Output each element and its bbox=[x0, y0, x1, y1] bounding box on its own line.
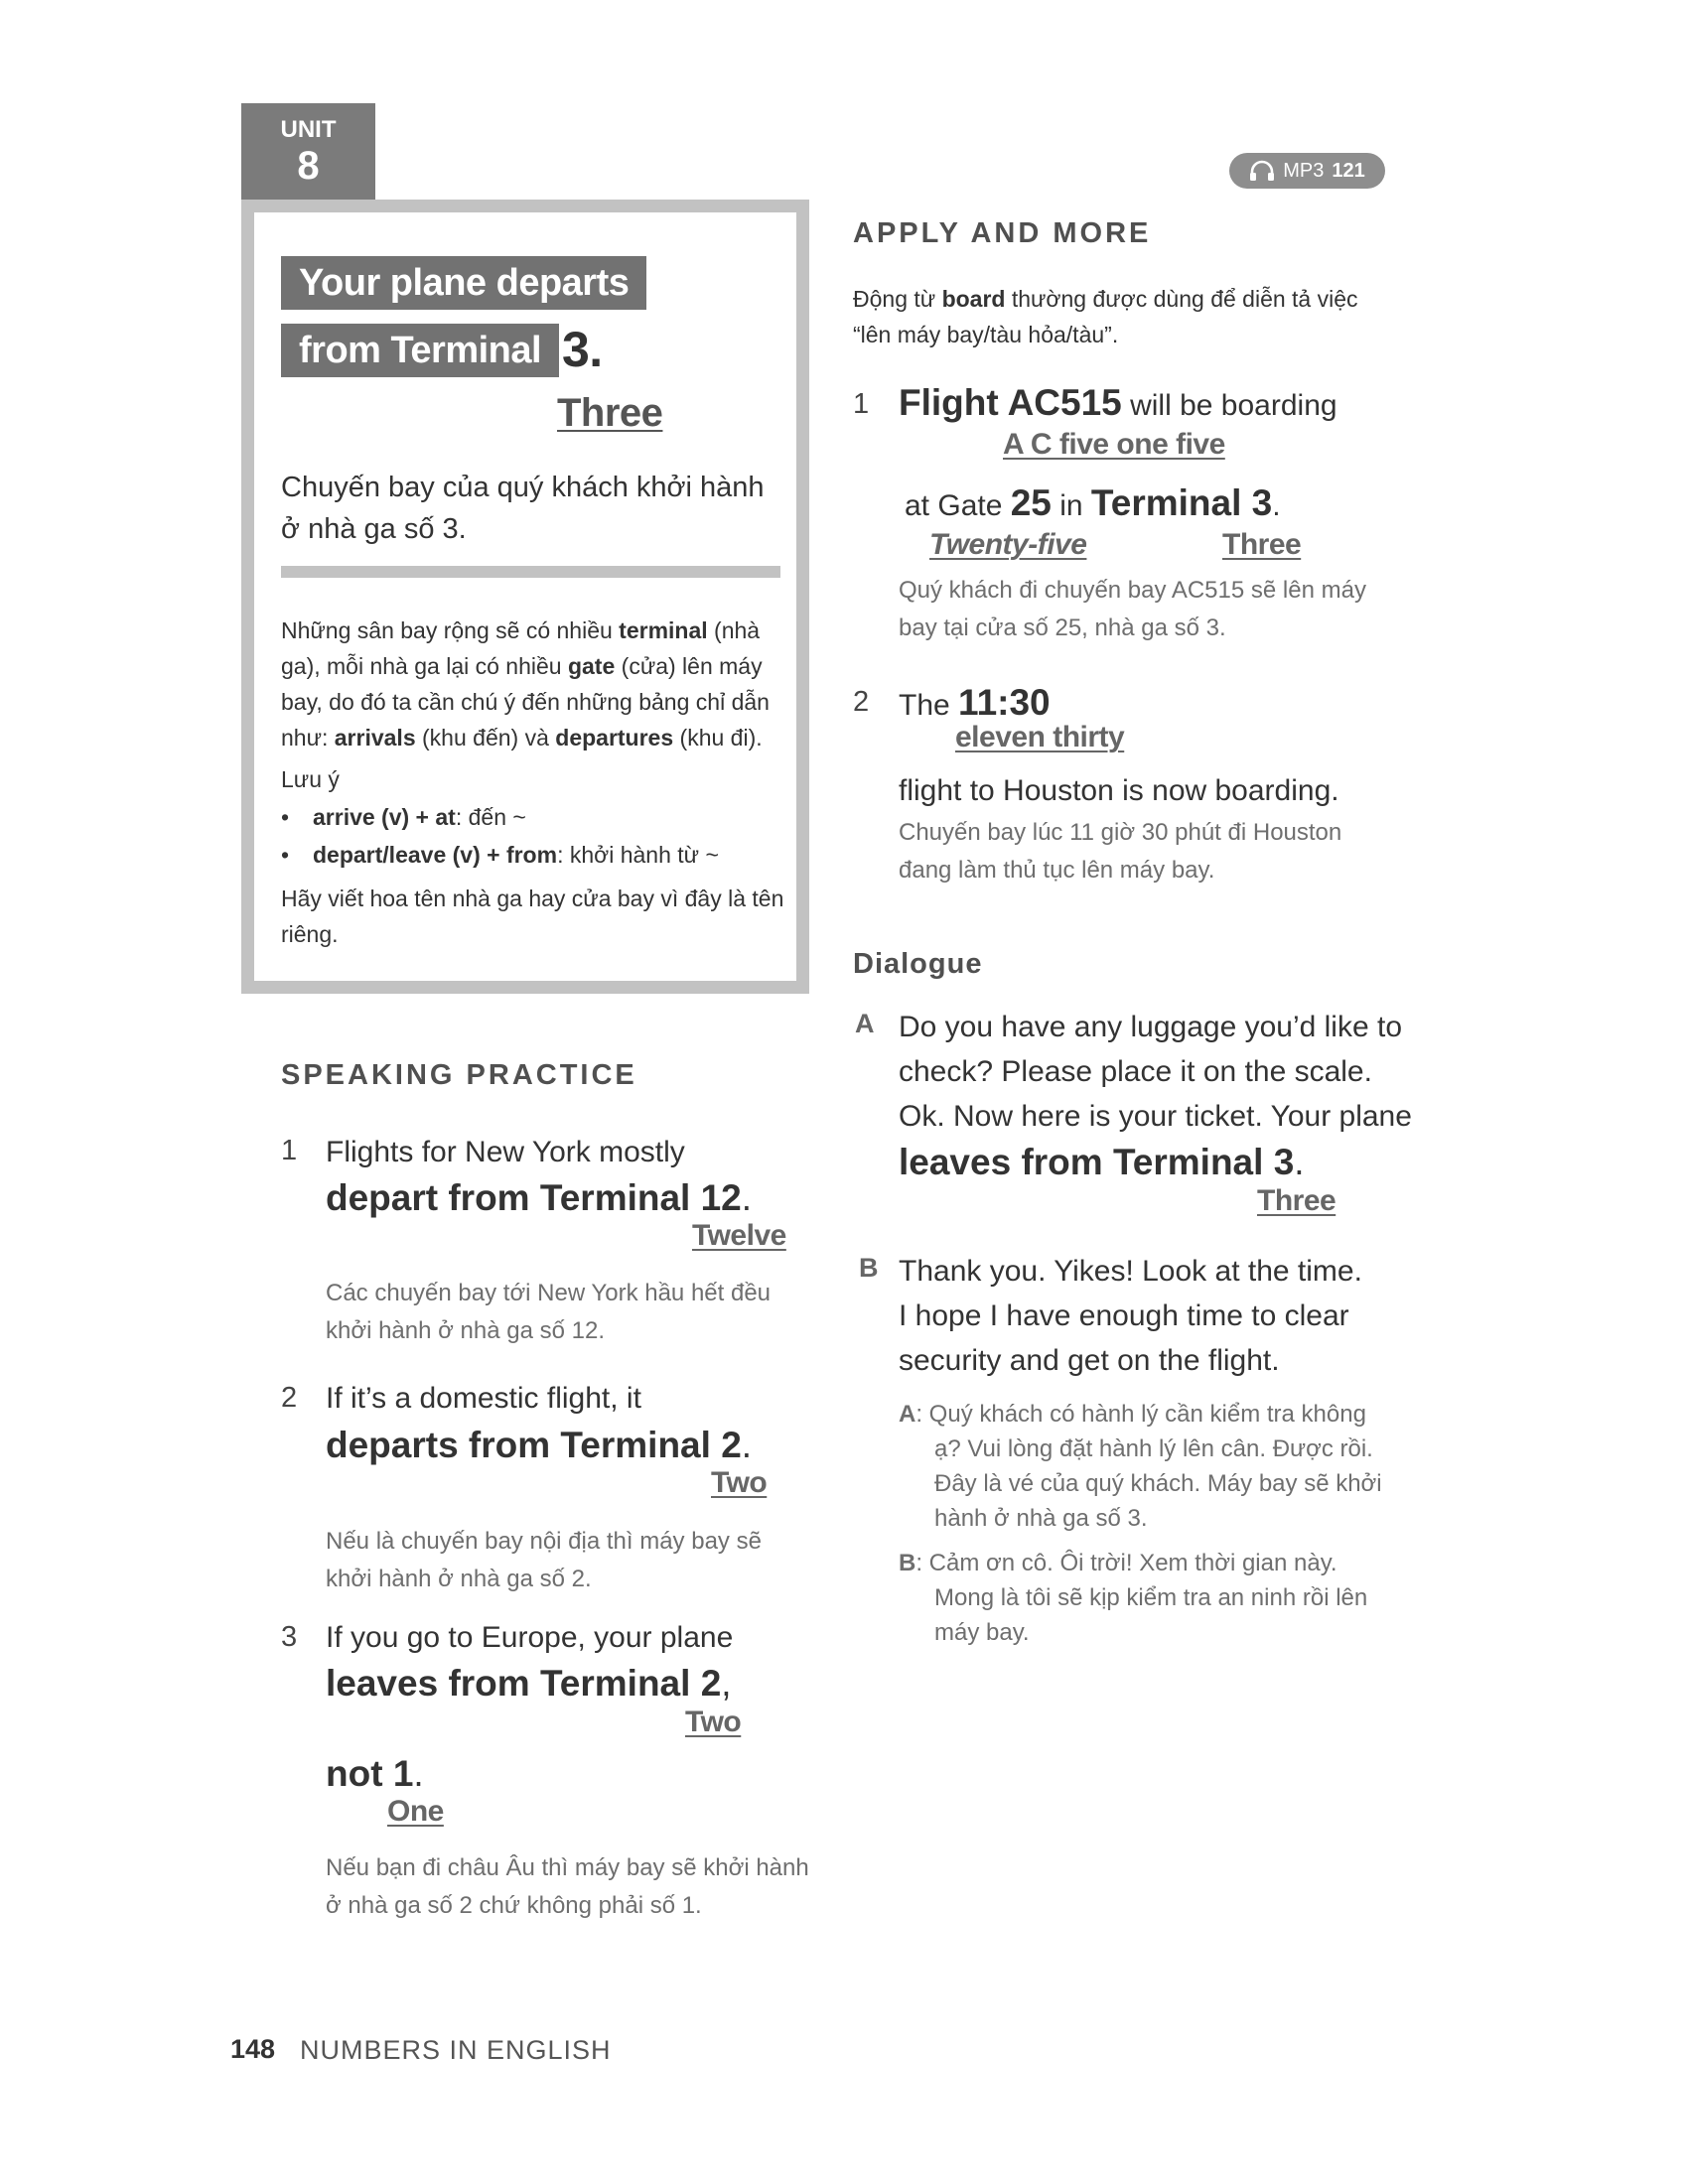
speaking-item-2-reading: Two bbox=[711, 1466, 768, 1499]
apply-item-1-number: 1 bbox=[853, 388, 870, 420]
apply-item-2-line1: The 11:30 bbox=[899, 682, 1051, 723]
headline-line1: Your plane departs bbox=[281, 256, 646, 310]
headline-number: 3. bbox=[562, 322, 603, 377]
key-expression-box bbox=[241, 200, 809, 994]
dialogue-a-bold: leaves from Terminal 3. bbox=[899, 1142, 1305, 1182]
speaking-item-3-number: 3 bbox=[281, 1621, 298, 1653]
speaking-item-3-reading: Two bbox=[685, 1706, 742, 1738]
speaking-item-3-translation: Nếu bạn đi châu Âu thì máy bay sẽ khởi hành ở nhà ga số 2 chứ không phải số 1. bbox=[326, 1854, 809, 1919]
note-bullet-1: • arrive (v) + at: đến ~ bbox=[281, 804, 526, 830]
speaking-practice-heading: SPEAKING PRACTICE bbox=[281, 1059, 637, 1091]
mp3-track-badge[interactable] bbox=[1229, 153, 1385, 189]
headline-reading: Three bbox=[557, 391, 663, 435]
apply-item-2-line2: flight to Houston is now boarding. bbox=[899, 774, 1339, 807]
apply-item-1-line2: at Gate 25 in Terminal 3. bbox=[905, 482, 1281, 523]
apply-item-2-reading: eleven thirty bbox=[955, 721, 1125, 753]
speaking-item-3-line3: not 1. bbox=[326, 1753, 424, 1794]
note-closing: Hãy viết hoa tên nhà ga hay cửa bay vì đây là tên riêng. bbox=[281, 886, 784, 947]
unit-number: 8 bbox=[297, 144, 320, 188]
apply-item-2-number: 2 bbox=[853, 686, 870, 718]
note-label: Lưu ý bbox=[281, 766, 340, 792]
headline-translation: Chuyến bay của quý khách khởi hành ở nhà ga số 3. bbox=[281, 472, 765, 545]
speaking-item-3-bold: leaves from Terminal 2, bbox=[326, 1663, 732, 1704]
apply-and-more-heading: APPLY AND MORE bbox=[853, 217, 1152, 249]
mp3-number: 121 bbox=[1332, 159, 1365, 182]
speaking-item-1-bold: depart from Terminal 12. bbox=[326, 1177, 753, 1218]
apply-item-1-reading2: Twenty-five bbox=[929, 528, 1087, 561]
apply-item-1-translation: Quý khách đi chuyến bay AC515 sẽ lên máy bay tại cửa số 25, nhà ga số 3. bbox=[899, 577, 1366, 641]
unit-tab bbox=[241, 103, 375, 200]
key-note: Những sân bay rộng sẽ có nhiều terminal (nhà ga), mỗi nhà ga lại có nhiều gate (cửa) lên máy bay, do đó ta cần chú ý đến những bảng chỉ dẫn như: arrivals (khu đến) và departures (khu đi). bbox=[281, 617, 770, 751]
book-title: NUMBERS IN ENGLISH bbox=[300, 2035, 612, 2065]
speaking-item-1-number: 1 bbox=[281, 1135, 298, 1166]
note-bullet-2: • depart/leave (v) + from: khởi hành từ ~ bbox=[281, 842, 719, 868]
apply-intro: Động từ board thường được dùng để diễn tả việc “lên máy bay/tàu hỏa/tàu”. bbox=[853, 286, 1358, 347]
dialogue-a-reading: Three bbox=[1257, 1184, 1336, 1217]
speaking-item-1-reading: Twelve bbox=[692, 1219, 786, 1252]
key-box-divider bbox=[281, 566, 780, 578]
dialogue-translation-a: A: Quý khách có hành lý cần kiểm tra không ạ? Vui lòng đặt hành lý lên cân. Được rồi. Đây là vé của quý khách. Máy bay sẽ khởi hành ở nhà ga số 3. bbox=[899, 1401, 1382, 1532]
dialogue-b-text: Thank you. Yikes! Look at the time. I hope I have enough time to clear security and get on the flight. bbox=[899, 1255, 1362, 1377]
dialogue-heading: Dialogue bbox=[853, 948, 983, 980]
speaking-item-2-bold: departs from Terminal 2. bbox=[326, 1425, 753, 1465]
speaking-item-2-number: 2 bbox=[281, 1382, 298, 1414]
speaking-item-2-translation: Nếu là chuyến bay nội địa thì máy bay sẽ khởi hành ở nhà ga số 2. bbox=[326, 1528, 762, 1592]
apply-item-1-reading1: A C five one five bbox=[1003, 428, 1225, 461]
speaking-item-2-line1: If it’s a domestic flight, it bbox=[326, 1382, 641, 1415]
apply-item-1-line1: Flight AC515 will be boarding bbox=[899, 382, 1337, 423]
apply-item-2-translation: Chuyến bay lúc 11 giờ 30 phút đi Houston đang làm thủ tục lên máy bay. bbox=[899, 819, 1342, 884]
mp3-label: MP3 bbox=[1283, 159, 1325, 182]
speaking-item-1-line1: Flights for New York mostly bbox=[326, 1136, 685, 1168]
unit-label: UNIT bbox=[280, 116, 337, 143]
dialogue-translation-b: B: Cảm ơn cô. Ôi trời! Xem thời gian này. Mong là tôi sẽ kịp kiểm tra an ninh rồi lên máy bay. bbox=[899, 1550, 1368, 1646]
page-number: 148 bbox=[230, 2034, 276, 2064]
headphones-icon bbox=[1249, 160, 1275, 182]
speaking-item-3-line1: If you go to Europe, your plane bbox=[326, 1621, 734, 1654]
dialogue-a-text: Do you have any luggage you’d like to check? Please place it on the scale. Ok. Now here is your ticket. Your plane bbox=[899, 1011, 1412, 1133]
dialogue-a-label: A bbox=[855, 1009, 875, 1038]
speaking-item-1-translation: Các chuyến bay tới New York hầu hết đều khởi hành ở nhà ga số 12. bbox=[326, 1280, 772, 1344]
speaking-item-3-reading2: One bbox=[387, 1795, 444, 1828]
headline-line2: from Terminal bbox=[281, 324, 559, 377]
apply-item-1-reading3: Three bbox=[1222, 528, 1302, 561]
dialogue-b-label: B bbox=[859, 1253, 879, 1283]
